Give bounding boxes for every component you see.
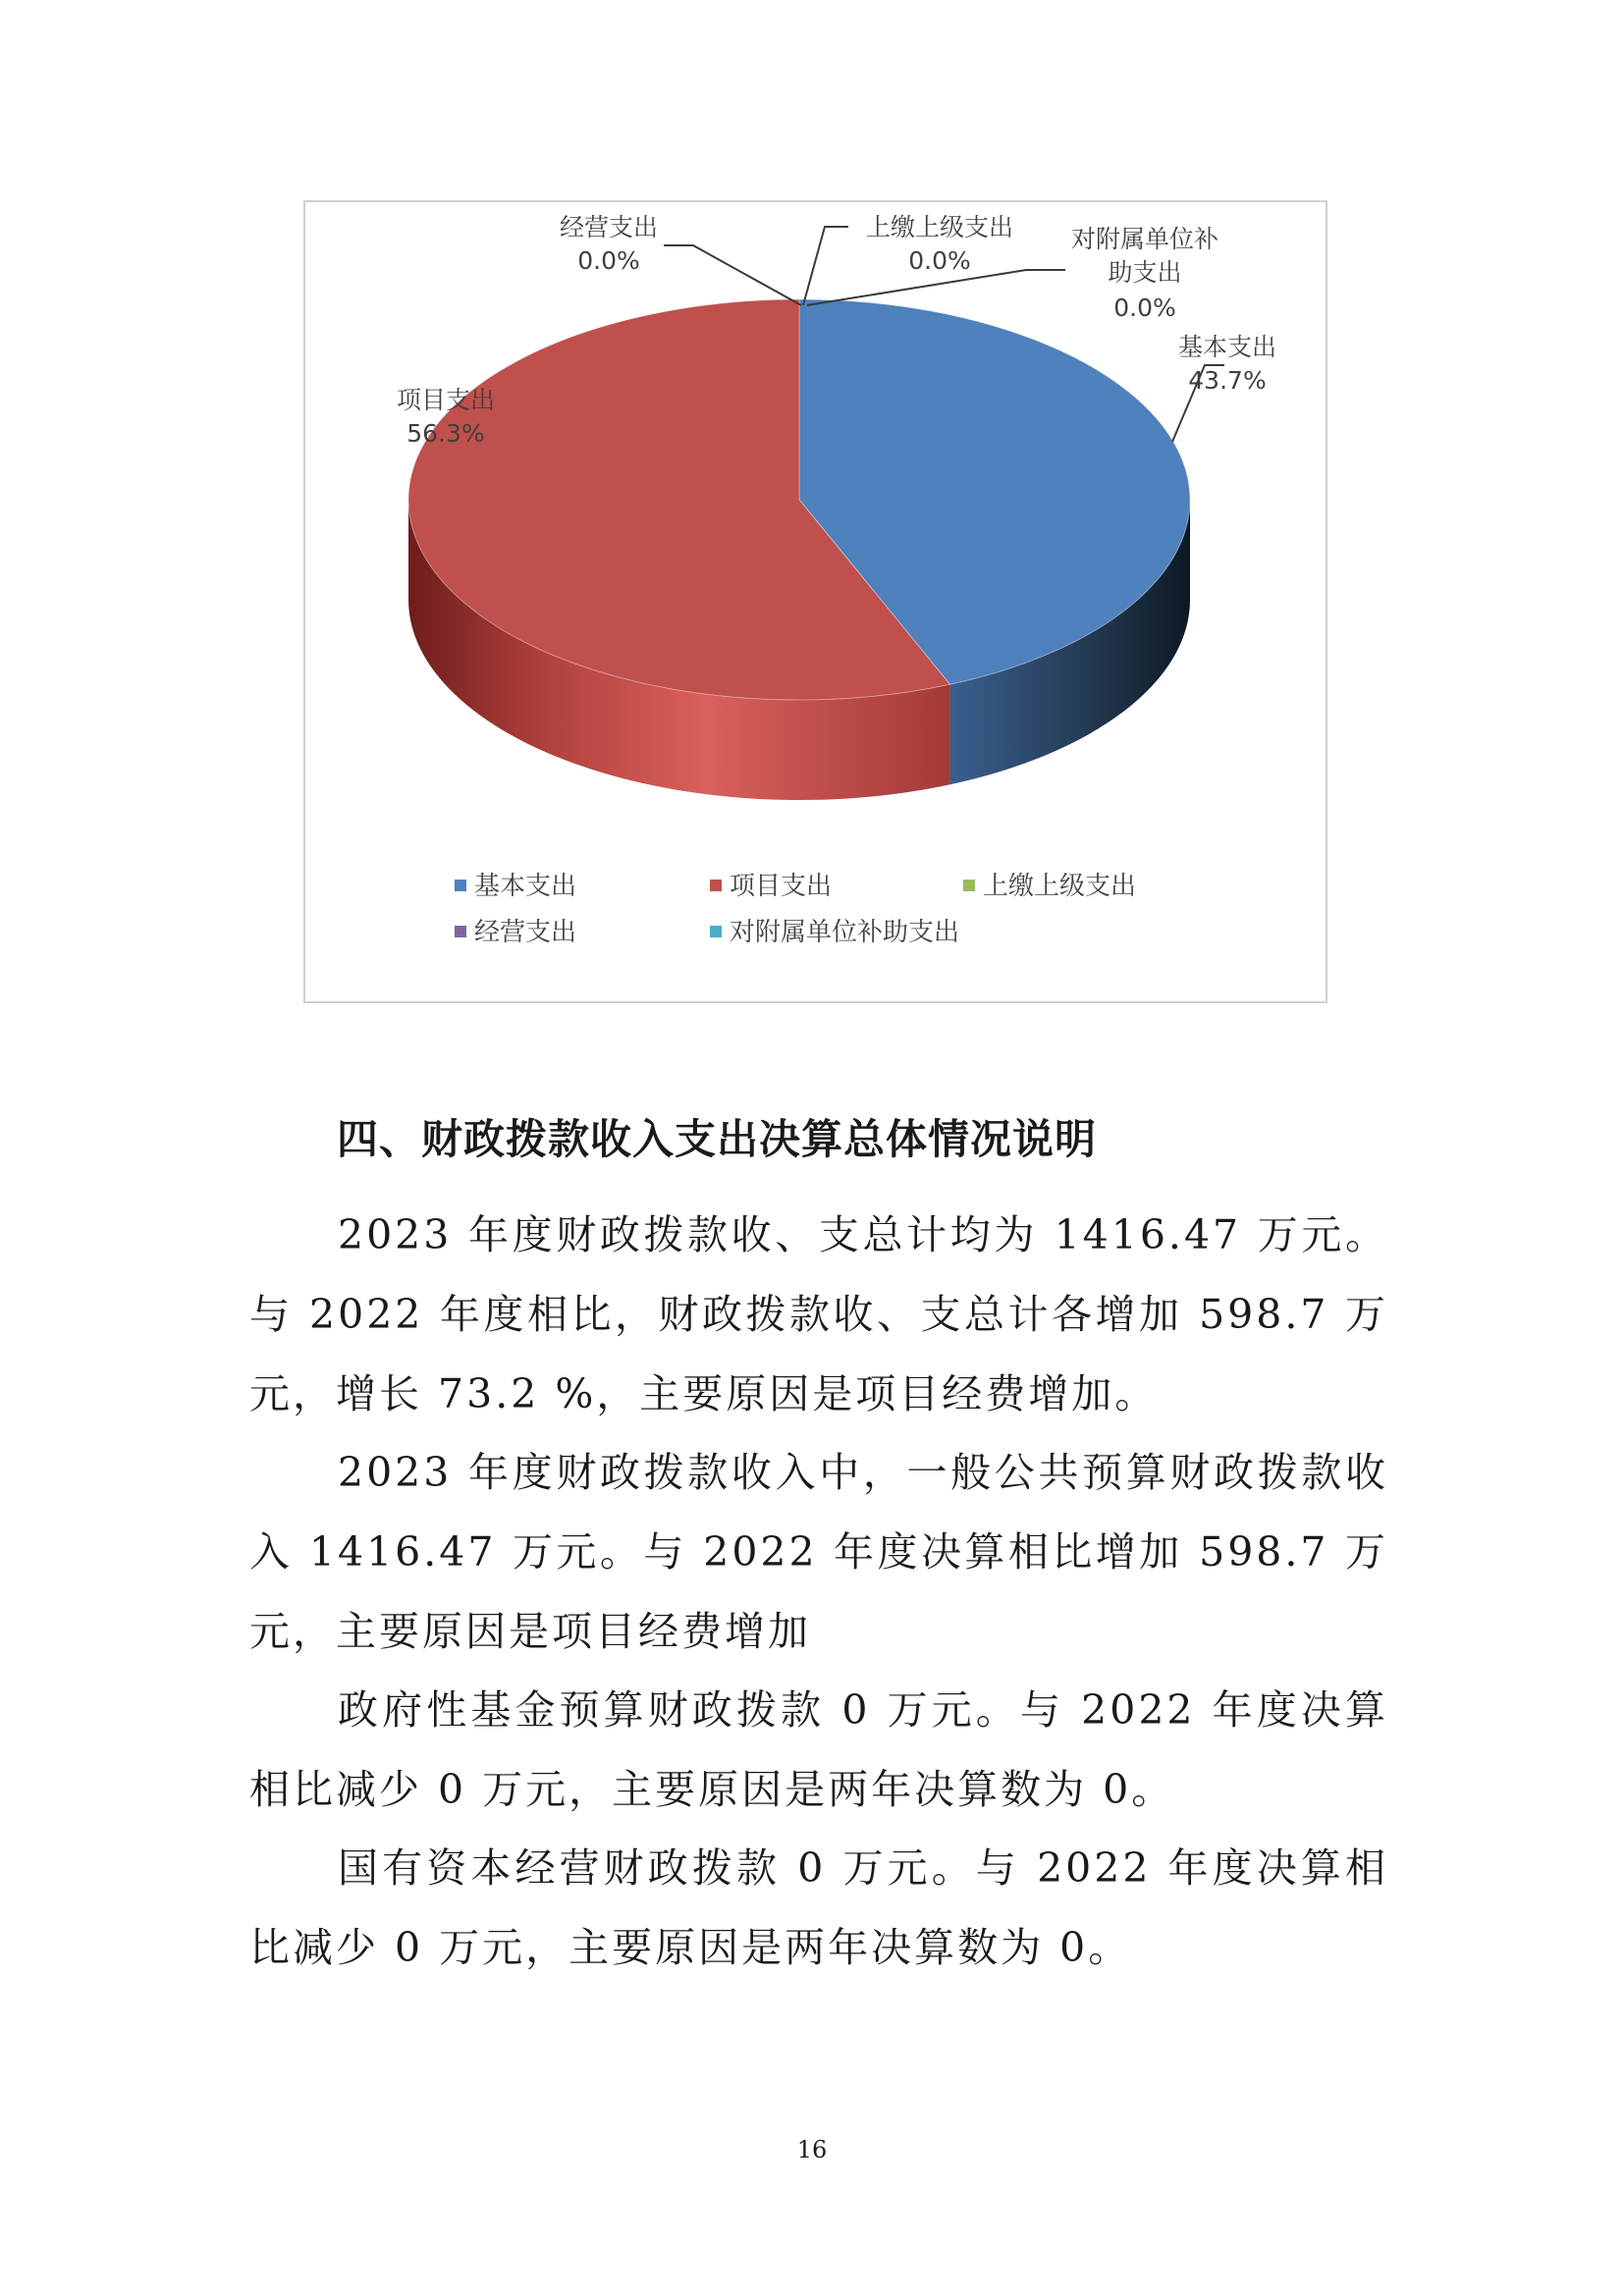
leader-line-subsidy <box>807 270 1065 305</box>
legend-swatch-subsidy <box>710 926 722 937</box>
pie-chart <box>0 0 1624 1021</box>
section-heading: 四、财政拨款收入支出决算总体情况说明 <box>337 1115 1098 1163</box>
label-basic-percent: 43.7% <box>1188 366 1267 395</box>
paragraph-general-budget: 2023 年度财政拨款收入中，一般公共预算财政拨款收入 1416.47 万元。与 2022 年度决算相比增加 598.7 万元，主要原因是项目经费增加 <box>249 1449 1388 1655</box>
legend-swatch-project <box>710 880 722 891</box>
legend-swatch-remit-upper <box>963 880 975 891</box>
leader-line-remit-upper <box>803 227 848 305</box>
legend-label-operating: 经营支出 <box>474 918 577 947</box>
label-remit-upper-percent: 0.0% <box>908 246 971 275</box>
legend-label-basic: 基本支出 <box>474 872 577 901</box>
paragraph-state-capital: 国有资本经营财政拨款 0 万元。与 2022 年度决算相比减少 0 万元，主要原因是两年决算数为 0。 <box>249 1844 1388 1971</box>
leader-line-operating <box>664 245 801 305</box>
legend-label-subsidy: 对附属单位补助支出 <box>730 918 960 947</box>
page-number: 16 <box>796 2136 828 2163</box>
label-project-percent: 56.3% <box>406 419 485 448</box>
label-project-name: 项目支出 <box>396 386 496 414</box>
paragraph-government-fund: 政府性基金预算财政拨款 0 万元。与 2022 年度决算相比减少 0 万元，主要原因是两年决算数为 0。 <box>249 1686 1388 1813</box>
label-operating-percent: 0.0% <box>577 246 640 275</box>
legend-label-project: 项目支出 <box>730 872 833 901</box>
label-remit-upper-name: 上缴上级支出 <box>865 213 1014 241</box>
label-subsidy-percent: 0.0% <box>1113 294 1176 322</box>
chart-legend <box>455 872 1136 947</box>
legend-swatch-basic <box>455 880 466 891</box>
paragraph-total-income-expense: 2023 年度财政拨款收、支总计均为 1416.47 万元。与 2022 年度相比，财政拨款收、支总计各增加 598.7 万元，增长 73.2 %，主要原因是项目经费增加。 <box>249 1211 1388 1417</box>
label-subsidy-name-line2: 助支出 <box>1108 258 1182 287</box>
label-subsidy-name-line1: 对附属单位补 <box>1070 225 1219 253</box>
label-basic-name: 基本支出 <box>1177 333 1277 361</box>
legend-swatch-operating <box>455 926 466 937</box>
label-operating-name: 经营支出 <box>559 213 659 241</box>
legend-label-remit-upper: 上缴上级支出 <box>983 872 1137 901</box>
